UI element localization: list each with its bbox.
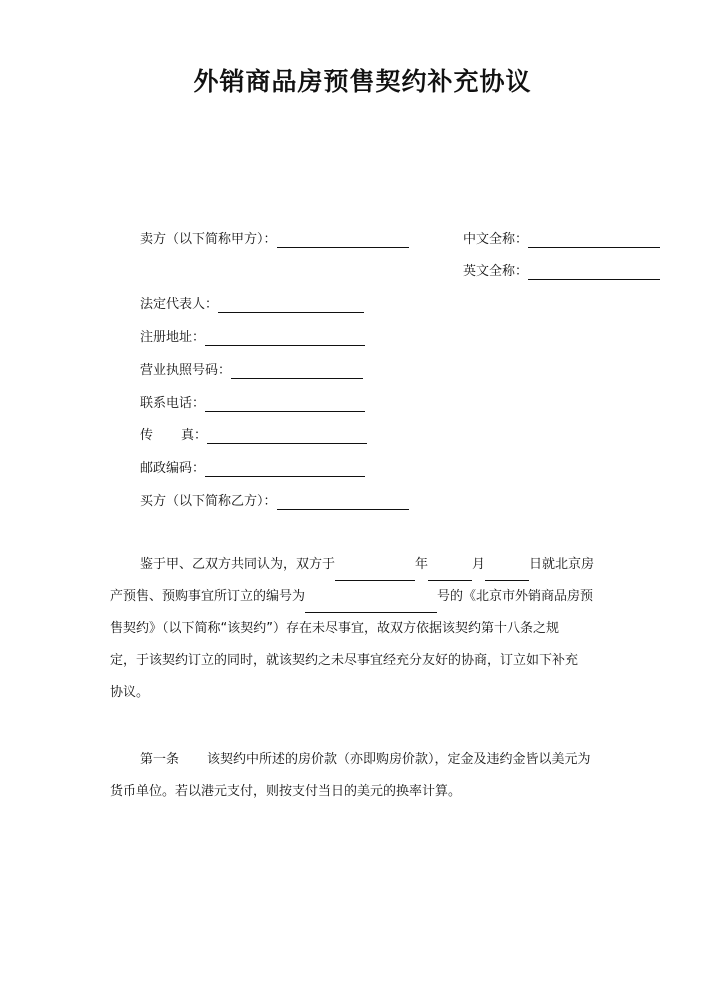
reg-address-label: 注册地址： [140,330,206,345]
license-label: 营业执照号码： [140,363,232,378]
phone-label: 联系电话： [140,396,206,411]
phone-blank[interactable] [205,397,365,412]
preamble-line-2 [110,581,650,613]
article-1-heading: 第一条 [140,752,180,767]
article-1-line-1 [110,744,650,776]
fax-blank[interactable] [207,429,367,444]
fax-row [140,428,367,444]
fax-label-a: 传 [140,428,154,443]
contract-number-blank[interactable] [305,598,437,613]
seller-row [140,232,409,248]
preamble-line-1 [110,549,650,581]
year-label: 年 [415,557,429,572]
document-title: 外销商品房预售契约补充协议 [193,67,532,96]
fax-label-b: 真： [181,428,208,443]
preamble-paragraph [110,549,650,709]
article-1-text: 该契约中所述的房价款（亦即购房价款），定金及违约金皆以美元为 [207,752,591,767]
article-1 [110,744,650,808]
english-name-blank[interactable] [528,265,660,280]
english-name-label: 英文全称： [463,264,529,279]
license-blank[interactable] [231,364,363,379]
reg-address-row [140,330,365,346]
english-name-row [463,264,660,280]
legal-rep-blank[interactable] [218,298,364,313]
preamble-line-4: 定，于该契约订立的同时，就该契约之未尽事宜经充分友好的协商，订立如下补充 [110,653,579,668]
preamble-text: 号的《北京市外销商品房预 [437,589,594,604]
buyer-label: 买方（以下简称乙方）： [140,494,277,509]
postcode-label: 邮政编码： [140,461,206,476]
legal-rep-row [140,297,364,313]
article-1-line-2: 货币单位。若以港元支付，则按支付当日的美元的换率计算。 [110,784,462,799]
phone-row [140,396,365,412]
preamble-text: 产预售、预购事宜所订立的编号为 [110,589,306,604]
buyer-row [140,494,409,510]
preamble-text: 鉴于甲、乙双方共同认为，双方于 [140,557,336,572]
legal-rep-label: 法定代表人： [140,297,219,312]
postcode-row [140,461,365,477]
preamble-line-5: 协议。 [110,685,150,700]
month-label: 月 [472,557,486,572]
chinese-name-label: 中文全称： [463,232,529,247]
license-row [140,363,363,379]
date-month-blank[interactable] [428,566,472,581]
seller-label: 卖方（以下简称甲方）： [140,232,277,247]
chinese-name-row [463,232,660,248]
postcode-blank[interactable] [205,462,365,477]
chinese-name-blank[interactable] [528,233,660,248]
seller-blank[interactable] [277,233,409,248]
date-year-blank[interactable] [335,566,415,581]
reg-address-blank[interactable] [205,331,365,346]
date-day-blank[interactable] [485,566,529,581]
preamble-text: 日就北京房 [529,557,595,572]
preamble-line-3: 售契约》（以下简称“该契约”）存在未尽事宜，故双方依据该契约第十八条之规 [110,621,559,636]
buyer-blank[interactable] [277,495,409,510]
